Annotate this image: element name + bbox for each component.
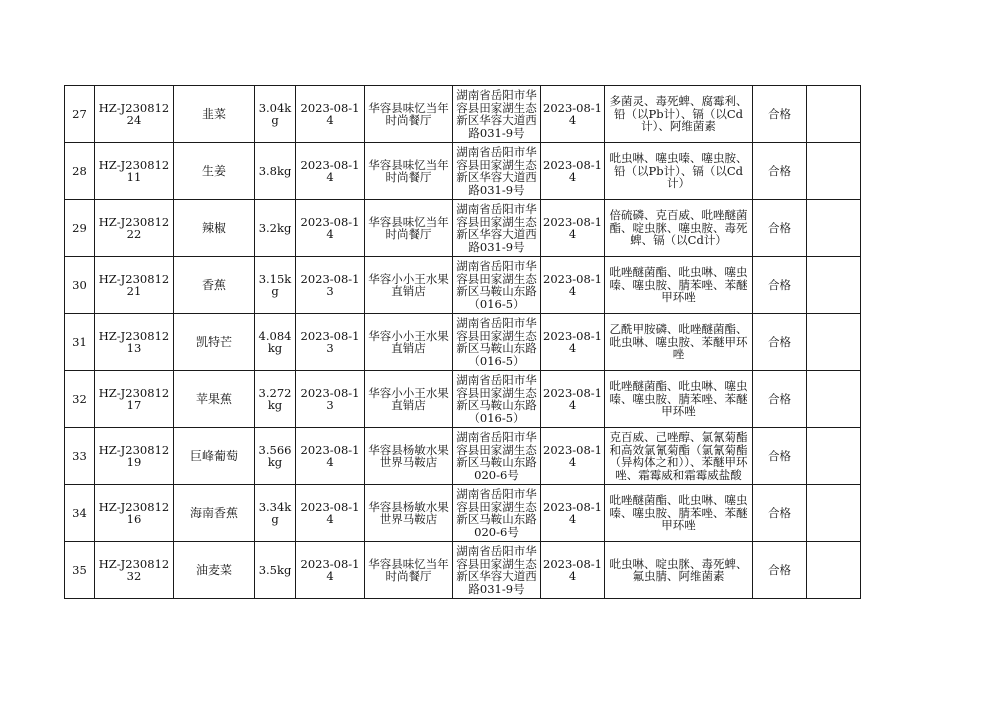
test-date-cell: 2023-08-14 — [541, 371, 605, 428]
seller-address-cell: 湖南省岳阳市华容县田家湖生态新区马鞍山东路（016-5） — [453, 314, 541, 371]
inspection-results-sheet — [64, 85, 861, 599]
sampling-date-cell: 2023-08-14 — [296, 428, 365, 485]
product-name-cell: 苹果蕉 — [174, 371, 255, 428]
table-row — [65, 428, 861, 485]
test-date-cell: 2023-08-14 — [541, 143, 605, 200]
sample-quantity-cell: 3.04kg — [255, 86, 296, 143]
table-row — [65, 314, 861, 371]
seller-address-cell: 湖南省岳阳市华容县田家湖生态新区马鞍山东路020-6号 — [453, 485, 541, 542]
seller-name-cell: 华容县味忆当年时尚餐厅 — [365, 86, 453, 143]
row-number-cell: 33 — [65, 428, 95, 485]
product-name-cell: 海南香蕉 — [174, 485, 255, 542]
row-number-cell: 35 — [65, 542, 95, 599]
test-date-cell: 2023-08-14 — [541, 485, 605, 542]
sample-quantity-cell: 4.084kg — [255, 314, 296, 371]
test-items-cell: 乙酰甲胺磷、吡唑醚菌酯、吡虫啉、噻虫胺、苯醚甲环唑 — [605, 314, 753, 371]
remark-cell — [807, 143, 861, 200]
sampling-date-cell: 2023-08-14 — [296, 485, 365, 542]
test-date-cell: 2023-08-14 — [541, 428, 605, 485]
seller-name-cell: 华容县味忆当年时尚餐厅 — [365, 200, 453, 257]
test-date-cell: 2023-08-14 — [541, 86, 605, 143]
product-name-cell: 巨峰葡萄 — [174, 428, 255, 485]
sample-quantity-cell: 3.34kg — [255, 485, 296, 542]
test-date-cell: 2023-08-14 — [541, 314, 605, 371]
test-result-cell: 合格 — [753, 200, 807, 257]
sampling-date-cell: 2023-08-14 — [296, 143, 365, 200]
sample-code-cell: HZ-J23081232 — [95, 542, 174, 599]
seller-name-cell: 华容小小王水果直销店 — [365, 257, 453, 314]
product-name-cell: 辣椒 — [174, 200, 255, 257]
table-row — [65, 371, 861, 428]
inspection-results-table — [64, 85, 861, 599]
test-items-cell: 吡虫啉、啶虫脒、毒死蜱、氟虫腈、阿维菌素 — [605, 542, 753, 599]
remark-cell — [807, 314, 861, 371]
seller-name-cell: 华容县味忆当年时尚餐厅 — [365, 542, 453, 599]
table-row — [65, 200, 861, 257]
seller-address-cell: 湖南省岳阳市华容县田家湖生态新区马鞍山东路（016-5） — [453, 257, 541, 314]
row-number-cell: 34 — [65, 485, 95, 542]
seller-name-cell: 华容小小王水果直销店 — [365, 371, 453, 428]
sample-quantity-cell: 3.8kg — [255, 143, 296, 200]
seller-address-cell: 湖南省岳阳市华容县田家湖生态新区马鞍山东路（016-5） — [453, 371, 541, 428]
test-items-cell: 吡虫啉、噻虫嗪、噻虫胺、铅（以Pb计）、镉（以Cd计） — [605, 143, 753, 200]
sample-quantity-cell: 3.5kg — [255, 542, 296, 599]
test-result-cell: 合格 — [753, 371, 807, 428]
remark-cell — [807, 86, 861, 143]
test-items-cell: 克百威、己唑醇、氯氰菊酯和高效氯氰菊酯（氯氰菊酯（异构体之和））、苯醚甲环唑、霜霉威和霜霉威盐酸 — [605, 428, 753, 485]
test-result-cell: 合格 — [753, 485, 807, 542]
seller-name-cell: 华容县杨敏水果世界马鞍店 — [365, 485, 453, 542]
sample-quantity-cell: 3.272kg — [255, 371, 296, 428]
sample-quantity-cell: 3.15kg — [255, 257, 296, 314]
seller-name-cell: 华容县杨敏水果世界马鞍店 — [365, 428, 453, 485]
test-date-cell: 2023-08-14 — [541, 200, 605, 257]
remark-cell — [807, 542, 861, 599]
sample-code-cell: HZ-J23081211 — [95, 143, 174, 200]
row-number-cell: 27 — [65, 86, 95, 143]
product-name-cell: 香蕉 — [174, 257, 255, 314]
seller-name-cell: 华容小小王水果直销店 — [365, 314, 453, 371]
test-result-cell: 合格 — [753, 143, 807, 200]
test-result-cell: 合格 — [753, 314, 807, 371]
test-items-cell: 吡唑醚菌酯、吡虫啉、噻虫嗪、噻虫胺、腈苯唑、苯醚甲环唑 — [605, 485, 753, 542]
table-row — [65, 257, 861, 314]
product-name-cell: 油麦菜 — [174, 542, 255, 599]
seller-name-cell: 华容县味忆当年时尚餐厅 — [365, 143, 453, 200]
remark-cell — [807, 200, 861, 257]
row-number-cell: 29 — [65, 200, 95, 257]
table-body — [65, 86, 861, 599]
remark-cell — [807, 371, 861, 428]
table-row — [65, 143, 861, 200]
test-items-cell: 吡唑醚菌酯、吡虫啉、噻虫嗪、噻虫胺、腈苯唑、苯醚甲环唑 — [605, 257, 753, 314]
test-date-cell: 2023-08-14 — [541, 257, 605, 314]
table-row — [65, 542, 861, 599]
sampling-date-cell: 2023-08-13 — [296, 314, 365, 371]
seller-address-cell: 湖南省岳阳市华容县田家湖生态新区华容大道西路031-9号 — [453, 143, 541, 200]
sample-quantity-cell: 3.2kg — [255, 200, 296, 257]
test-result-cell: 合格 — [753, 428, 807, 485]
sampling-date-cell: 2023-08-13 — [296, 257, 365, 314]
sample-code-cell: HZ-J23081222 — [95, 200, 174, 257]
sampling-date-cell: 2023-08-14 — [296, 200, 365, 257]
sample-code-cell: HZ-J23081219 — [95, 428, 174, 485]
sample-quantity-cell: 3.566kg — [255, 428, 296, 485]
seller-address-cell: 湖南省岳阳市华容县田家湖生态新区华容大道西路031-9号 — [453, 86, 541, 143]
table-row — [65, 485, 861, 542]
row-number-cell: 31 — [65, 314, 95, 371]
sample-code-cell: HZ-J23081213 — [95, 314, 174, 371]
seller-address-cell: 湖南省岳阳市华容县田家湖生态新区马鞍山东路020-6号 — [453, 428, 541, 485]
product-name-cell: 生姜 — [174, 143, 255, 200]
row-number-cell: 30 — [65, 257, 95, 314]
test-date-cell: 2023-08-14 — [541, 542, 605, 599]
sampling-date-cell: 2023-08-14 — [296, 542, 365, 599]
test-items-cell: 多菌灵、毒死蜱、腐霉利、铅（以Pb计）、镉（以Cd计）、阿维菌素 — [605, 86, 753, 143]
test-items-cell: 吡唑醚菌酯、吡虫啉、噻虫嗪、噻虫胺、腈苯唑、苯醚甲环唑 — [605, 371, 753, 428]
seller-address-cell: 湖南省岳阳市华容县田家湖生态新区华容大道西路031-9号 — [453, 200, 541, 257]
sample-code-cell: HZ-J23081217 — [95, 371, 174, 428]
test-result-cell: 合格 — [753, 86, 807, 143]
product-name-cell: 韭菜 — [174, 86, 255, 143]
test-items-cell: 倍硫磷、克百威、吡唑醚菌酯、啶虫脒、噻虫胺、毒死蜱、镉（以Cd计） — [605, 200, 753, 257]
remark-cell — [807, 257, 861, 314]
sample-code-cell: HZ-J23081221 — [95, 257, 174, 314]
sample-code-cell: HZ-J23081216 — [95, 485, 174, 542]
sampling-date-cell: 2023-08-13 — [296, 371, 365, 428]
test-result-cell: 合格 — [753, 257, 807, 314]
test-result-cell: 合格 — [753, 542, 807, 599]
remark-cell — [807, 428, 861, 485]
seller-address-cell: 湖南省岳阳市华容县田家湖生态新区华容大道西路031-9号 — [453, 542, 541, 599]
row-number-cell: 32 — [65, 371, 95, 428]
sample-code-cell: HZ-J23081224 — [95, 86, 174, 143]
table-row — [65, 86, 861, 143]
remark-cell — [807, 485, 861, 542]
sampling-date-cell: 2023-08-14 — [296, 86, 365, 143]
row-number-cell: 28 — [65, 143, 95, 200]
product-name-cell: 凯特芒 — [174, 314, 255, 371]
